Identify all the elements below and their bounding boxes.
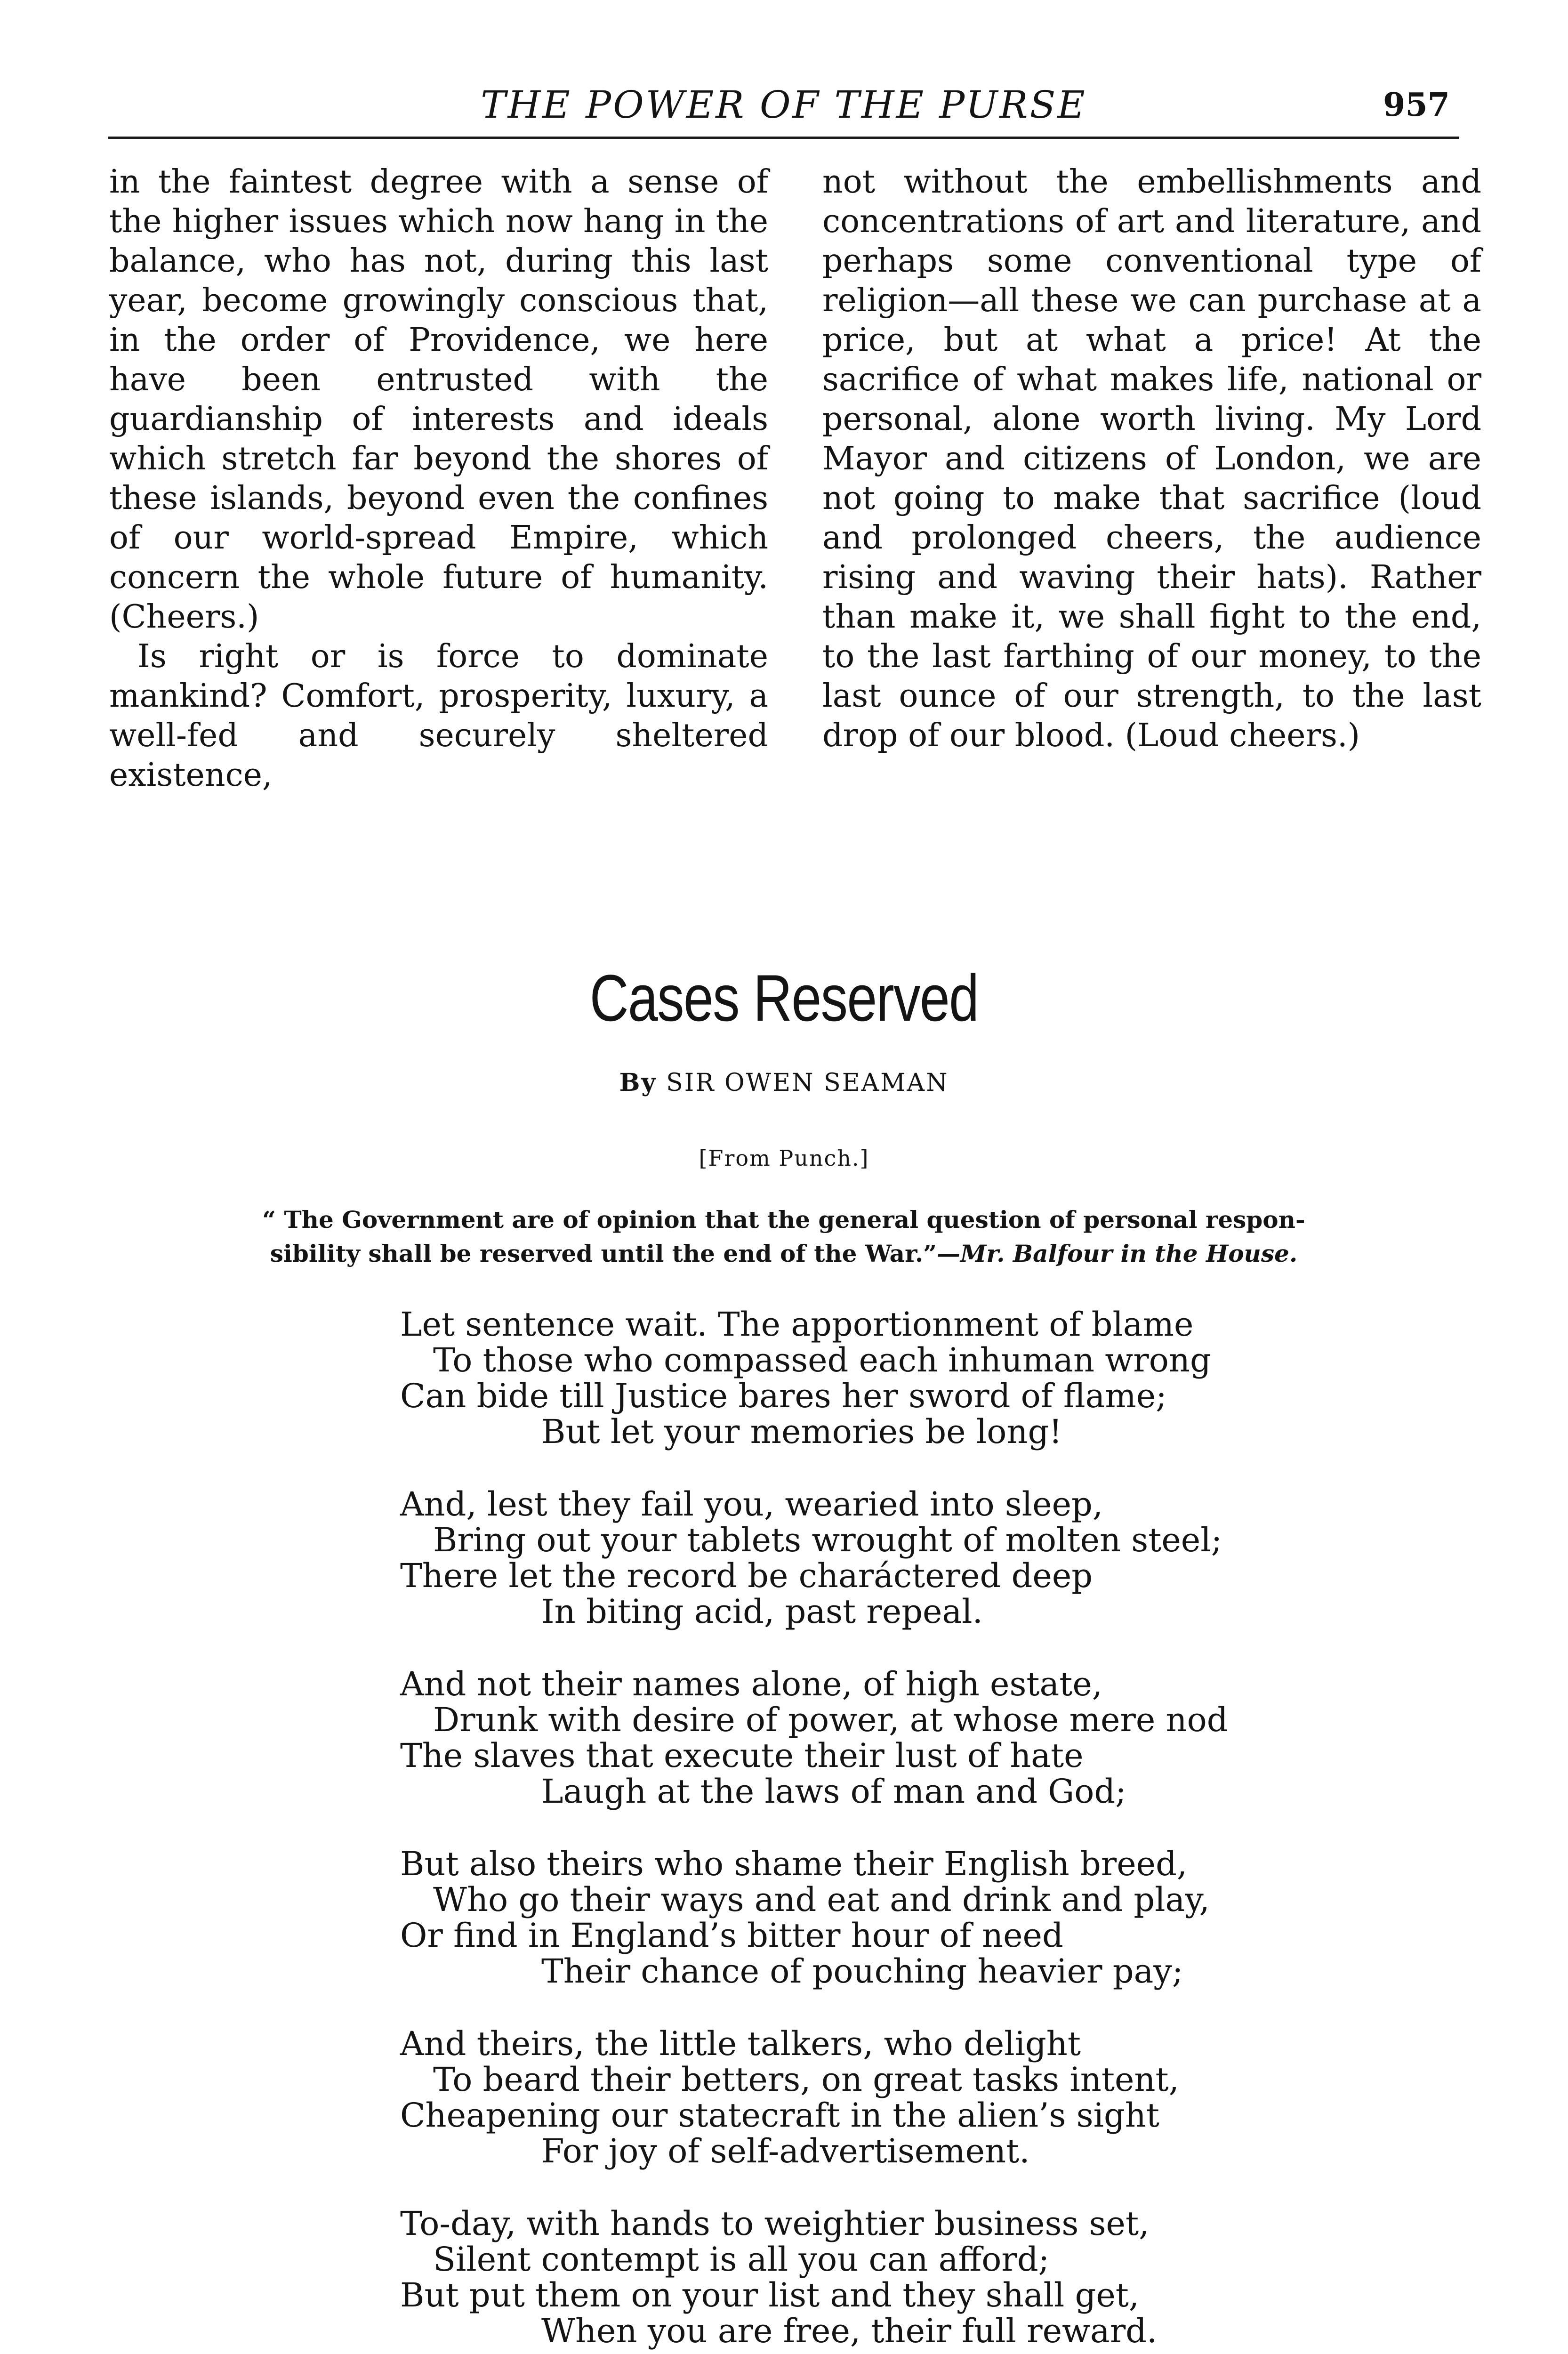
stanza <box>400 1486 1295 1629</box>
poem-line: Drunk with desire of power, at whose mere nod <box>433 1701 1228 1739</box>
poem-line: In biting acid, past repeal. <box>541 1592 983 1631</box>
epigraph <box>155 1203 1412 1271</box>
poem-line: Can bide till Justice bares her sword of flame; <box>400 1377 1167 1415</box>
poem-line: Or find in England’s bitter hour of need <box>400 1916 1063 1955</box>
poem-line: Cheapening our statecraft in the alien’s sight <box>400 2096 1160 2135</box>
poem-line: To-day, with hands to weightier business set, <box>400 2204 1150 2243</box>
stanza <box>400 2026 1295 2169</box>
poem-line: But also theirs who shame their English breed, <box>400 1845 1188 1883</box>
stanza <box>400 2206 1295 2349</box>
poem-line: And theirs, the little talkers, who delight <box>400 2024 1081 2063</box>
author-name: SIR OWEN SEAMAN <box>666 1069 949 1097</box>
byline <box>0 1066 1568 1099</box>
running-title: THE POWER OF THE PURSE <box>481 83 1087 127</box>
poem-line: Laugh at the laws of man and God; <box>541 1772 1126 1811</box>
page-number: 957 <box>1383 86 1450 124</box>
epigraph-line-1: “ The Government are of opinion that the general question of personal respon- <box>262 1206 1305 1233</box>
poem-line: Silent contempt is all you can afford; <box>433 2240 1050 2279</box>
source-note: [From Punch.] <box>699 1145 869 1171</box>
right-column <box>822 162 1481 756</box>
stanza <box>400 1666 1295 1809</box>
poem-line: When you are free, their full reward. <box>541 2312 1158 2350</box>
header-rule <box>108 137 1459 139</box>
right-paragraph-1: not without the embellishments and concentrations of art and literature, and perhaps some conventional type of religion—all these we can purchase at a price, but at what a price! At the sacrifice of what makes life, national or personal, alone worth living. My Lord Mayor and citizens of London, we are not going to make that sacrifice (loud and prolonged cheers, the audience rising and waving their hats). Rather than make it, we shall fight to the end, to the last farthing of our money, to the last ounce of our strength, to the last drop of our blood. (Loud cheers.) <box>822 163 1481 754</box>
running-header <box>108 79 1459 131</box>
article-title: Cases Reserved <box>589 961 979 1035</box>
left-paragraph-2: Is right or is force to dominate mankind? Comfort, prosperity, luxury, a well-fed and securely sheltered existence, <box>109 638 768 794</box>
epigraph-line-2 <box>155 1237 1412 1271</box>
poem-line: Their chance of pouching heavier pay; <box>541 1952 1183 1991</box>
poem-line: Who go their ways and eat and drink and play, <box>433 1880 1210 1919</box>
stanza <box>400 1846 1295 1989</box>
poem-line: But let your memories be long! <box>541 1412 1062 1451</box>
poem-line: There let the record be charáctered deep <box>400 1556 1093 1595</box>
poem-line: The slaves that execute their lust of hate <box>400 1736 1084 1775</box>
stanza <box>400 1306 1295 1450</box>
poem-line: Let sentence wait. The apportionment of blame <box>400 1305 1194 1344</box>
epigraph-text-2: sibility shall be reserved until the end of the War.” <box>270 1240 937 1267</box>
poem-line: And not their names alone, of high estate, <box>400 1665 1103 1703</box>
poem-line: But put them on your list and they shall get, <box>400 2276 1140 2314</box>
poem-line: To those who compassed each inhuman wrong <box>433 1341 1211 1379</box>
poem-line: To beard their betters, on great tasks intent, <box>433 2060 1179 2099</box>
poem <box>400 1306 1295 2354</box>
poem-line: Bring out your tablets wrought of molten steel; <box>433 1521 1222 1559</box>
poem-line: And, lest they fail you, wearied into sleep, <box>400 1485 1103 1524</box>
poem-line: For joy of self-advertisement. <box>541 2132 1030 2170</box>
left-paragraph-1: in the faintest degree with a sense of the higher issues which now hang in the balance, who has not, during this last year, become growingly conscious that, in the order of Providence, we here have been entrusted with the guardianship of interests and ideals which stretch far beyond the shores of these islands, beyond even the confines of our world-spread Empire, which concern the whole future of humanity. (Cheers.) <box>109 163 768 636</box>
epigraph-attribution: —Mr. Balfour in the House. <box>937 1240 1298 1267</box>
byline-prefix: By <box>619 1068 657 1097</box>
left-column <box>109 162 768 795</box>
